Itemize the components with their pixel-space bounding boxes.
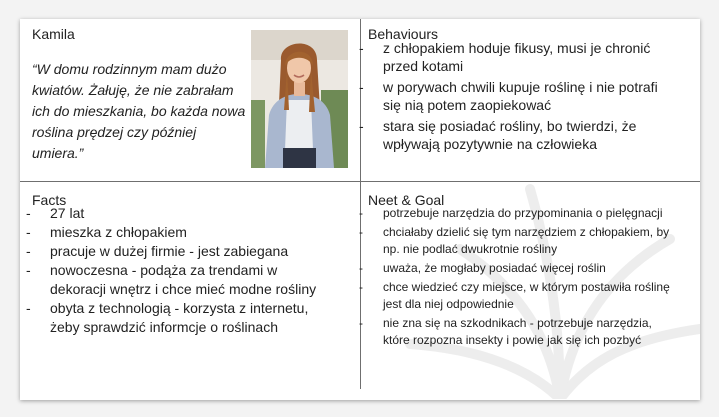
list-item: - chce wiedzieć czy miejsce, w którym postawiła roślinę jest dla niej odpowiednie (383, 279, 673, 313)
list-item: - 27 lat (50, 204, 330, 223)
list-item: - pracuje w dużej firmie - jest zabiegana (50, 242, 330, 261)
behaviours-title: Behaviours (368, 26, 439, 42)
list-item: - potrzebuje narzędzia do przypominania o pielęgnacji (383, 205, 673, 222)
portrait-image (251, 30, 348, 168)
neet-goal-list (383, 205, 673, 351)
list-item: - w porywach chwili kupuje roślinę i nie potrafi się nią potem zaopiekować (383, 78, 668, 114)
persona-name: Kamila (32, 26, 75, 42)
list-item: - nie zna się na szkodnikach - potrzebuje narzędzia, które rozpozna insekty i powie jak się ich pozbyć (383, 315, 673, 349)
persona-quote: “W domu rodzinnym mam dużo kwiatów. Żałuję, że nie zabrałam ich do mieszkania, bo każda nowa roślina prędzej czy później umiera.” (32, 61, 246, 161)
list-item: - nowoczesna - podąża za trendami w dekoracji wnętrz i chce mieć modne rośliny (50, 261, 330, 299)
neet-goal-title: Neet & Goal (368, 192, 445, 208)
list-item: - z chłopakiem hoduje fikusy, musi je chronić przed kotami (383, 39, 668, 75)
list-item: - mieszka z chłopakiem (50, 223, 330, 242)
vertical-divider (360, 19, 361, 389)
list-item: - uważa, że mogłaby posiadać więcej roślin (383, 260, 673, 277)
horizontal-divider (20, 181, 700, 182)
list-item: - obyta z technologią - korzysta z internetu, żeby sprawdzić informcje o roślinach (50, 299, 330, 337)
facts-title: Facts (32, 192, 67, 208)
persona-photo (251, 30, 348, 168)
list-item: - stara się posiadać rośliny, bo twierdzi, że wpływają pozytywnie na człowieka (383, 117, 668, 153)
facts-list (50, 204, 330, 337)
behaviours-list (383, 39, 668, 156)
list-item: - chciałaby dzielić się tym narzędziem z chłopakiem, by np. nie podlać dwukrotnie rośliny (383, 224, 673, 258)
